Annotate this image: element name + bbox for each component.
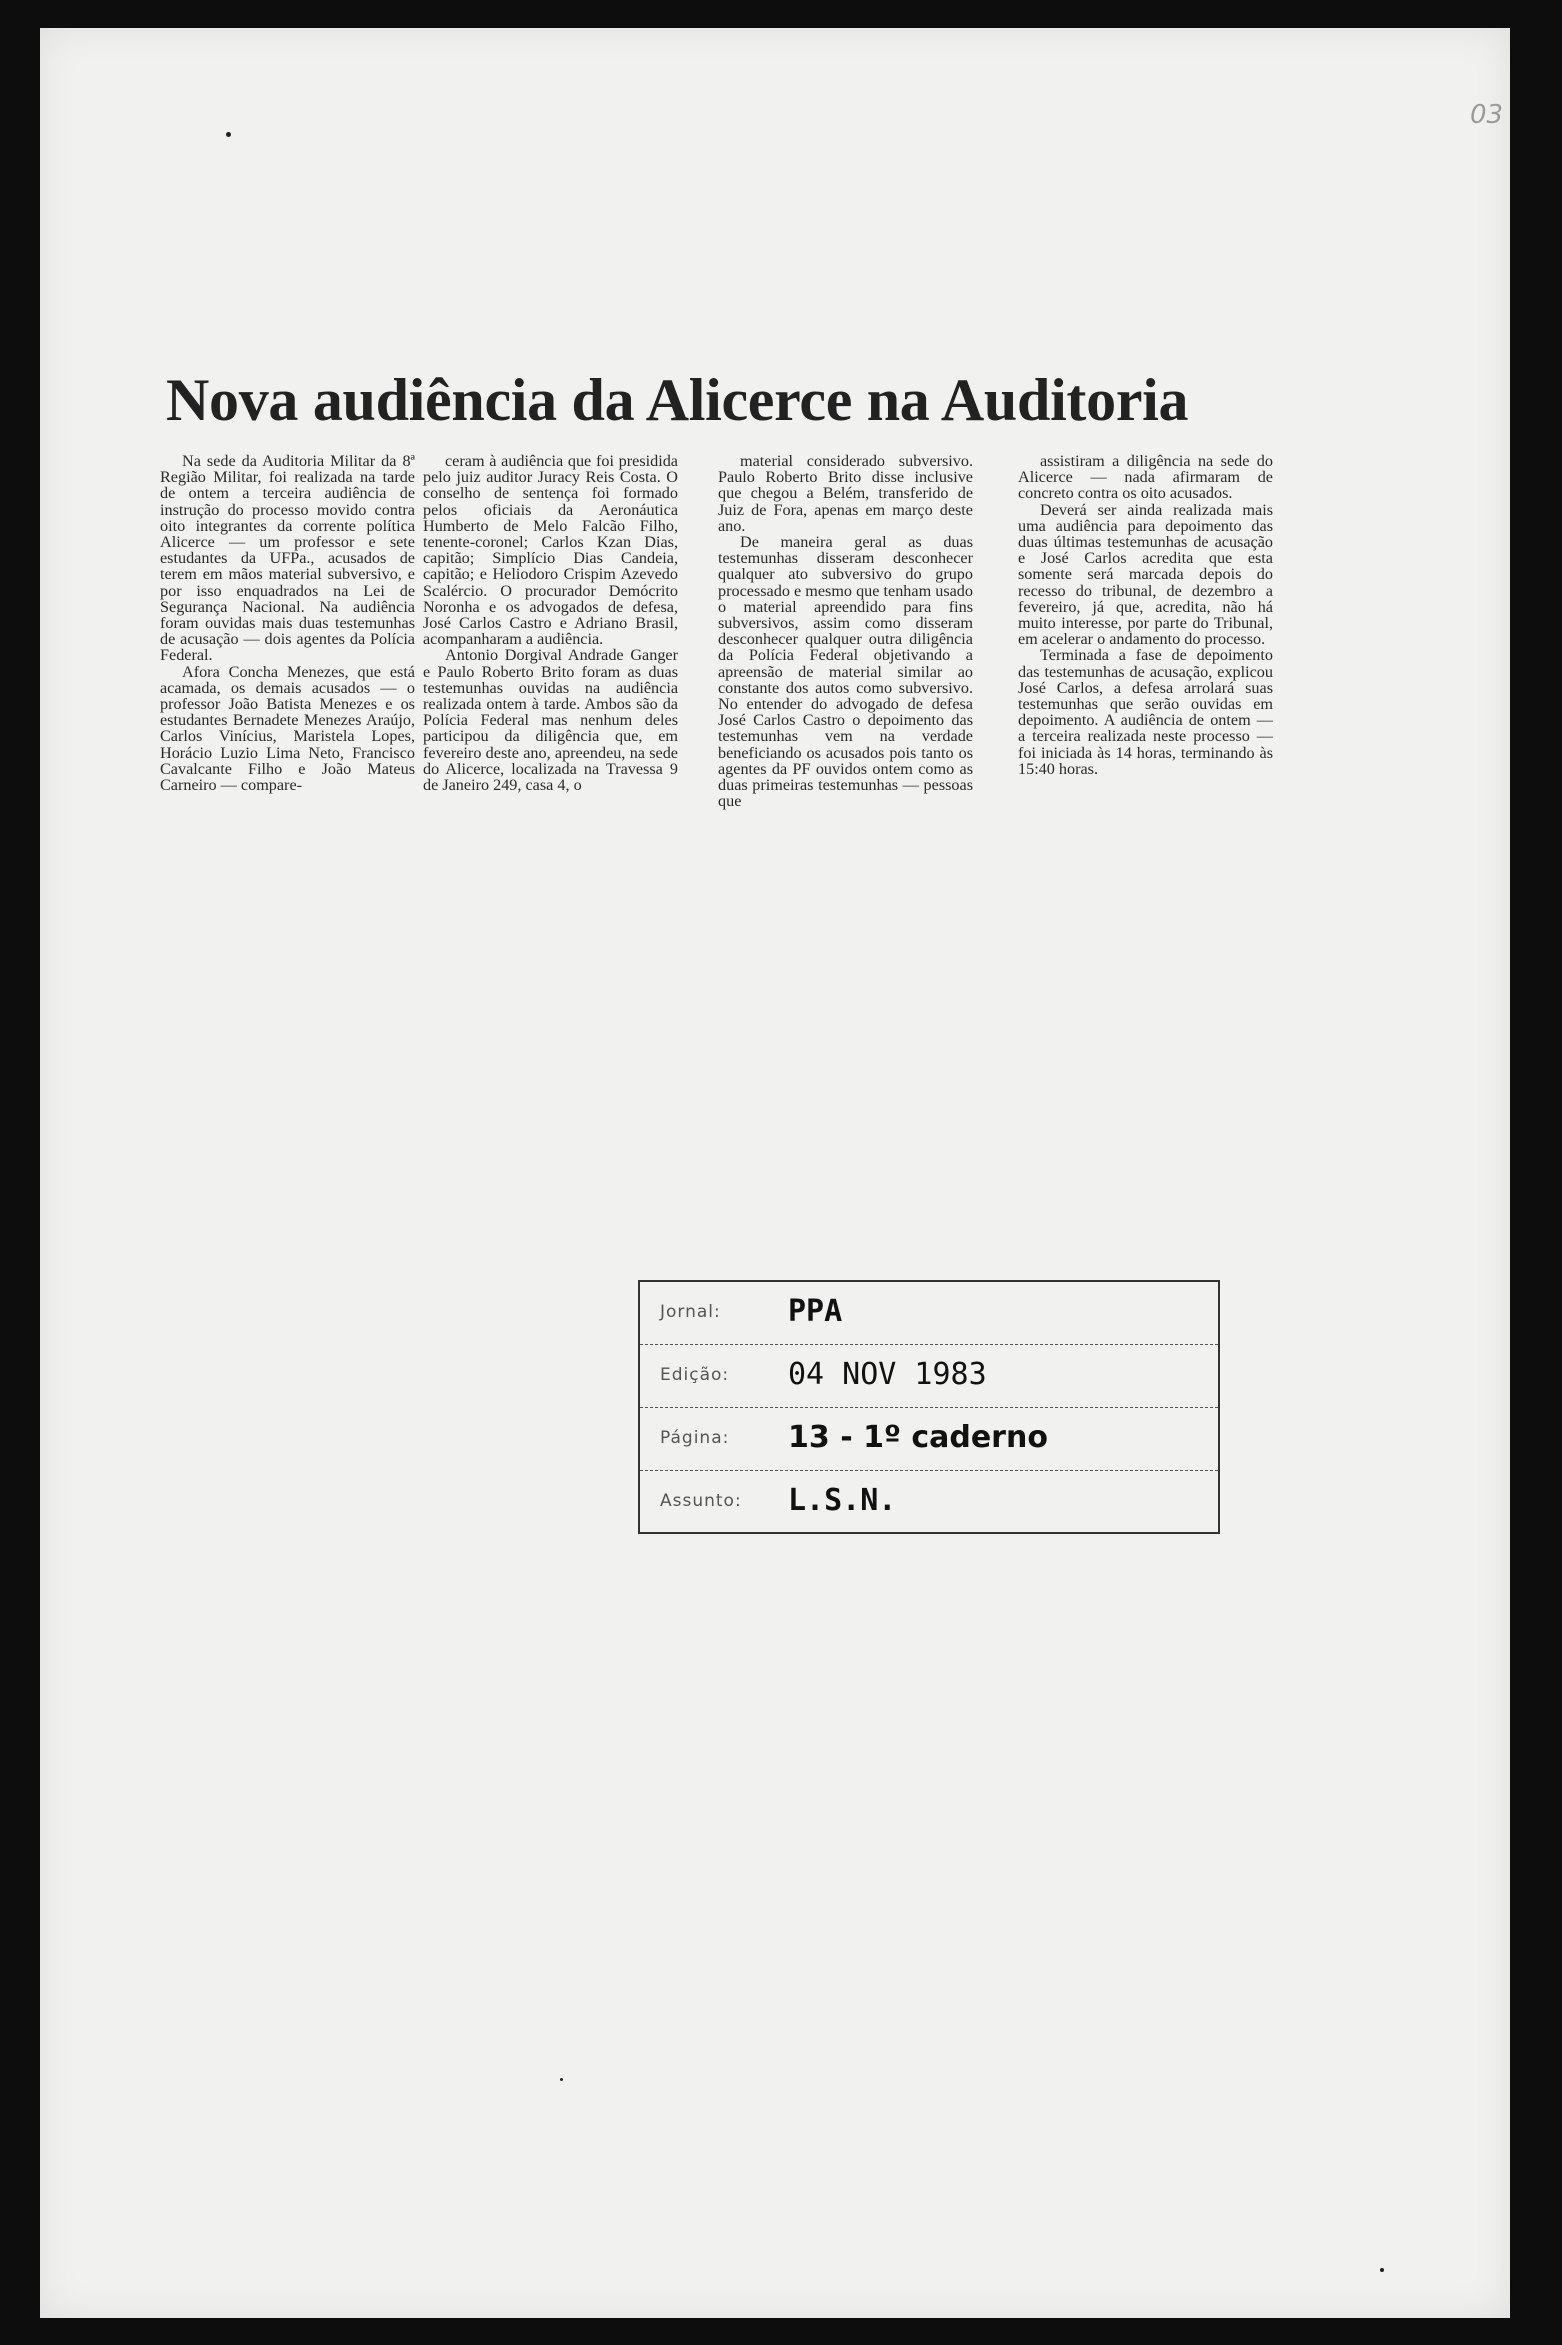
stamp-label: Edição: — [660, 1365, 730, 1385]
stamp-row-edicao — [640, 1345, 1218, 1408]
stamp-row-pagina — [640, 1408, 1218, 1471]
paragraph: Terminada a fase de depoimento das testemunhas de acusação, explicou José Carlos, a defesa arrolará suas testemunhas que serão ouvidas em depoimento. A audiência de ontem — a terceira realizada neste processo — foi iniciada às 14 horas, terminando às 15:40 horas. — [1018, 646, 1273, 778]
article-column-4 — [1018, 453, 1273, 777]
page-number: 03 — [1470, 100, 1504, 130]
paragraph: material considerado subversivo. Paulo Roberto Brito disse inclusive que chegou a Belém, transferido de Juiz de Fora, apenas em março deste ano. — [718, 452, 973, 535]
archive-stamp — [638, 1280, 1220, 1534]
scanned-sheet — [40, 28, 1510, 2318]
paragraph: Afora Concha Menezes, que está acamada, os demais acusados — o professor João Batista Menezes e os estudantes Bernadete Menezes Araújo, Carlos Vinícius, Maristela Lopes, Horácio Luzio Lima Neto, Francisco Cavalcante Filho e João Mateus Carneiro — compare- — [160, 662, 415, 795]
stamp-value: L.S.N. — [788, 1483, 897, 1518]
scan-speck — [560, 2078, 563, 2081]
article-column-3 — [718, 453, 973, 809]
paragraph: assistiram a diligência na sede do Alicerce — nada afirmaram de concreto contra os oito acusados. — [1018, 452, 1273, 503]
stamp-row-assunto — [640, 1471, 1218, 1533]
stamp-label: Jornal: — [660, 1302, 721, 1322]
paragraph: Na sede da Auditoria Militar da 8ª Região Militar, foi realizada na tarde de ontem a terceira audiência de instrução do processo movido contra oito integrantes da corrente política Alicerce — um professor e sete estudantes da UFPa., acusados de terem em mãos material subversivo, e por isso enquadrados na Lei de Segurança Nacional. Na audiência foram ouvidas mais duas testemunhas de acusação — dois agentes da Polícia Federal. — [160, 452, 415, 665]
paragraph: ceram à audiência que foi presidida pelo juiz auditor Juracy Reis Costa. O conselho de sentença foi formado pelos oficiais da Aeronáutica Humberto de Melo Falcão Filho, tenente-coronel; Carlos Kzan Dias, capitão; Simplício Dias Candeia, capitão; e Heliodoro Crispim Azevedo Scalércio. O procurador Demócrito Noronha e os advogados de defesa, José Carlos Castro e Adriano Brasil, acompanharam a audiência. — [423, 452, 678, 649]
stamp-label: Assunto: — [660, 1491, 742, 1511]
article-headline: Nova audiência da Alicerce na Auditoria — [166, 367, 1189, 433]
scan-speck — [226, 132, 231, 137]
stamp-value: 13 - 1º caderno — [788, 1420, 1048, 1455]
article-column-1 — [160, 453, 415, 793]
stamp-row-jornal — [640, 1282, 1218, 1345]
paragraph: Deverá ser ainda realizada mais uma audiência para depoimento das duas últimas testemunhas de acusação e José Carlos acredita que esta somente será marcada depois do recesso do tribunal, de dezembro a fevereiro, já que, acredita, não há muito interesse, por parte do Tribunal, em acelerar o andamento do processo. — [1018, 500, 1273, 649]
paragraph: Antonio Dorgival Andrade Ganger e Paulo Roberto Brito foram as duas testemunhas ouvidas na audiência realizada ontem à tarde. Ambos são da Polícia Federal mas nenhum deles participou da diligência que, em fevereiro deste ano, apreendeu, na sede do Alicerce, localizada na Travessa 9 de Janeiro 249, casa 4, o — [423, 646, 678, 795]
stamp-value: 04 NOV 1983 — [788, 1357, 987, 1392]
paragraph: De maneira geral as duas testemunhas disseram desconhecer qualquer ato subversivo do grupo processado e mesmo que tenham usado o material apreendido para fins subversivos, assim como disseram desconhecer qualquer outra diligência da Polícia Federal objetivando a apreensão de material similar ao constante dos autos como subversivo. No entender do advogado de defesa José Carlos Castro o depoimento das testemunhas vem na verdade beneficiando os acusados pois tanto os agentes da PF ouvidos ontem como as duas primeiras testemunhas — pessoas que — [718, 533, 973, 811]
stamp-value: PPA — [788, 1294, 843, 1329]
stamp-label: Página: — [660, 1428, 730, 1448]
scan-speck — [1380, 2268, 1384, 2272]
article-column-2 — [423, 453, 678, 793]
